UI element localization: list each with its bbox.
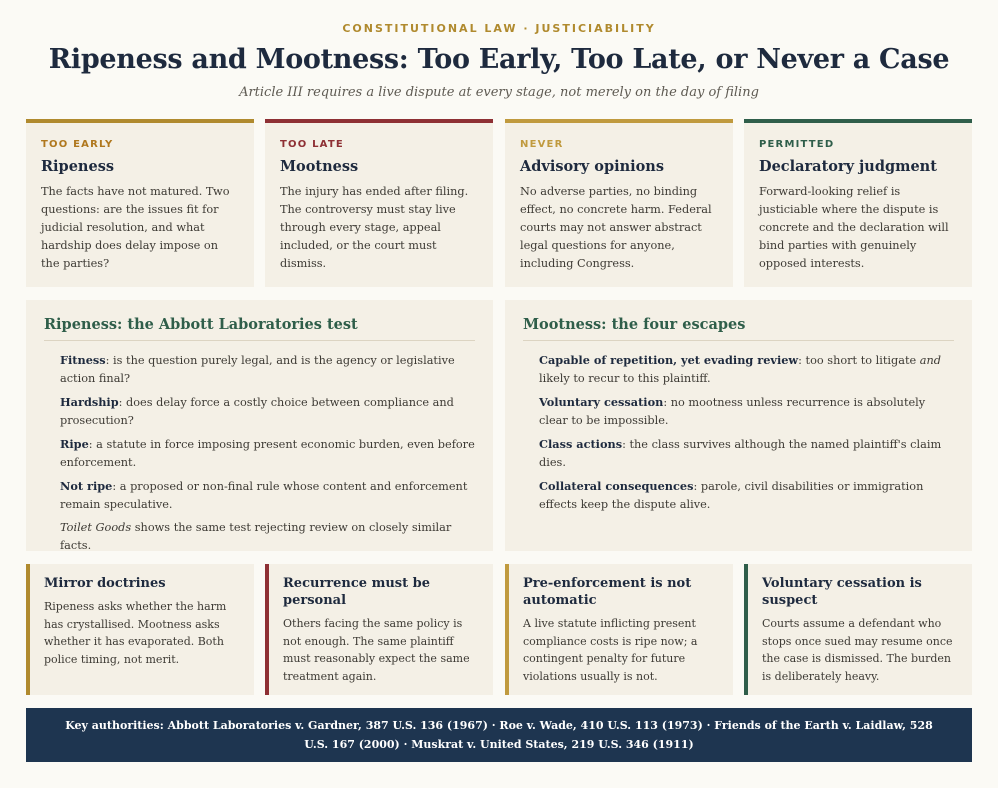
panel-title: Mootness: the four escapes: [523, 316, 954, 341]
card-body: The facts have not matured. Two questions: are the issues fit for judicial resolution, and what hardship does delay impose on the parties?: [41, 185, 230, 270]
card-tag: PERMITTED: [759, 139, 835, 150]
list-item-term: Collateral consequences: [539, 479, 694, 493]
card-mootness: [265, 119, 493, 287]
note-body: Courts assume a defendant who stops once sued may resume once the case is dismissed. The burden is deliberately heavy.: [762, 617, 953, 683]
list-item: [60, 477, 475, 514]
key-authorities-footer: Key authorities: Abbott Laboratories v. Gardner, 387 U.S. 136 (1967) · Roe v. Wade, 410 U.S. 113 (1973) · Friends of the Earth v. Laidlaw, 528 U.S. 167 (2000) · Muskrat v. United States, 219 U.S. 346 (1911): [26, 708, 972, 762]
list-item-text: : a proposed or non-final rule whose content and enforcement remain speculative.: [60, 480, 468, 511]
page-subtitle: Article III requires a live dispute at every stage, not merely on the day of filing: [239, 85, 759, 100]
card-advisory-opinions: [505, 119, 733, 287]
emphasis: and: [919, 354, 942, 367]
card-body: Forward-looking relief is justiciable where the dispute is concrete and the declaration will bind parties with genuinely opposed interests.: [759, 185, 949, 270]
note-title: Recurrence must be personal: [283, 576, 430, 608]
list-item-text: : a statute in force imposing present economic burden, even before enforcement.: [60, 438, 475, 469]
list-item-term: Fitness: [60, 353, 106, 367]
list-item: [539, 435, 954, 472]
page-kicker: CONSTITUTIONAL LAW · JUSTICIABILITY: [342, 22, 656, 35]
ripeness-test-panel: [26, 300, 493, 551]
list-item-text: : no mootness unless recurrence is absolutely clear to be impossible.: [539, 396, 926, 427]
list-item-term: Not ripe: [60, 479, 113, 493]
list-item: [539, 351, 954, 388]
list-item: [539, 393, 954, 430]
list-item: [60, 393, 475, 430]
list-item: [60, 435, 475, 472]
card-title: Ripeness: [41, 158, 115, 175]
note-body: Ripeness asks whether the harm has crystallised. Mootness asks whether it has evaporated. Both police timing, not merit.: [44, 600, 227, 666]
list-item-term: Class actions: [539, 437, 623, 451]
list-item-text: : is the question purely legal, and is the agency or legislative action final?: [60, 354, 455, 385]
mootness-escapes-list: [523, 351, 954, 514]
list-item-text: likely to recur to this plaintiff.: [539, 372, 711, 385]
list-item: [60, 519, 475, 555]
list-item-text: shows the same test rejecting review on closely similar facts.: [60, 521, 452, 552]
case-name: Toilet Goods: [60, 521, 132, 534]
page-title: Ripeness and Mootness: Too Early, Too Late, or Never a Case: [48, 44, 950, 75]
note-title: Pre-enforcement is not automatic: [523, 576, 692, 608]
card-title: Advisory opinions: [520, 158, 665, 175]
ripeness-test-list: [44, 351, 475, 555]
card-body: The injury has ended after filing. The controversy must stay live through every stage, appeal included, or the court must dismiss.: [280, 185, 469, 270]
card-title: Declaratory judgment: [759, 158, 937, 175]
list-item-text: : the class survives although the named plaintiff's claim dies.: [539, 438, 942, 469]
note-voluntary-cessation: [744, 564, 972, 695]
list-item-term: Hardship: [60, 395, 119, 409]
note-title: Mirror doctrines: [44, 576, 166, 591]
list-item-text: : too short to litigate: [798, 354, 920, 367]
list-item-text: : does delay force a costly choice between compliance and prosecution?: [60, 396, 454, 427]
list-item-term: Ripe: [60, 437, 89, 451]
mootness-escapes-panel: [505, 300, 972, 551]
list-item-term: Voluntary cessation: [539, 395, 664, 409]
panel-title: Ripeness: the Abbott Laboratories test: [44, 316, 475, 341]
card-declaratory-judgment: [744, 119, 972, 287]
card-tag: TOO EARLY: [41, 139, 114, 150]
note-recurrence-personal: [265, 564, 493, 695]
list-item: [539, 477, 954, 514]
card-ripeness: [26, 119, 254, 287]
card-body: No adverse parties, no binding effect, no concrete harm. Federal courts may not answer abstract legal questions for anyone, including Congress.: [520, 185, 712, 270]
list-item-text: : parole, civil disabilities or immigration effects keep the dispute alive.: [539, 480, 924, 511]
card-title: Mootness: [280, 158, 359, 175]
note-mirror-doctrines: [26, 564, 254, 695]
note-title: Voluntary cessation is suspect: [762, 576, 922, 608]
card-tag: TOO LATE: [280, 139, 344, 150]
card-tag: NEVER: [520, 139, 564, 150]
note-pre-enforcement: [505, 564, 733, 695]
list-item: [60, 351, 475, 388]
note-body: A live statute inflicting present compliance costs is ripe now; a contingent penalty for future violations usually is not.: [523, 617, 698, 683]
note-body: Others facing the same policy is not enough. The same plaintiff must reasonably expect the same treatment again.: [283, 617, 470, 683]
list-item-term: Capable of repetition, yet evading review: [539, 353, 799, 367]
